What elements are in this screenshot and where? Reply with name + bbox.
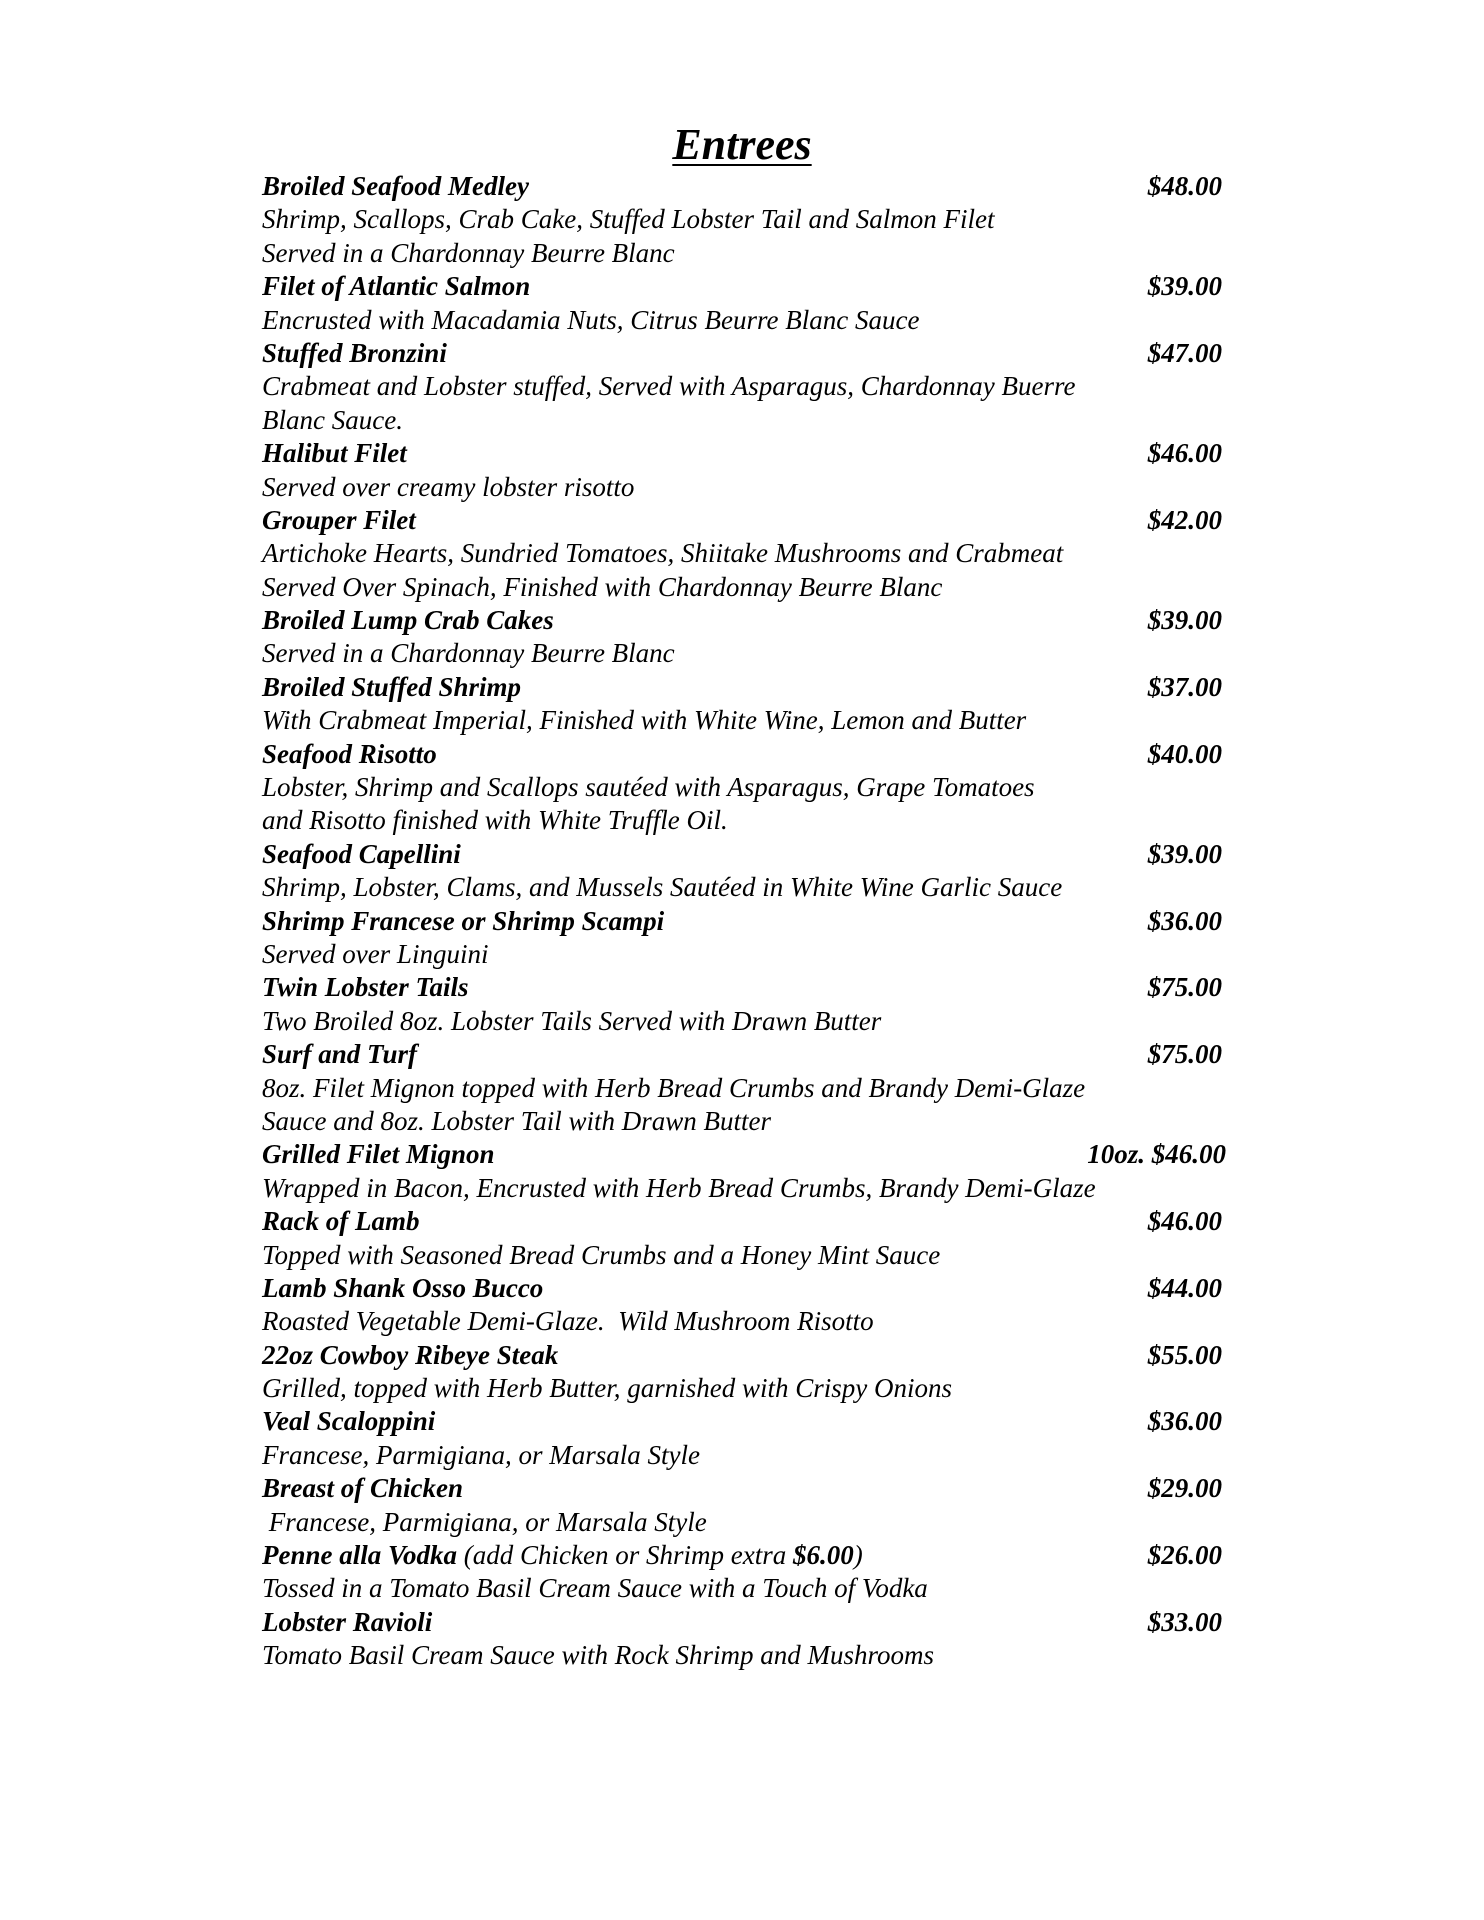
menu-item-header bbox=[262, 838, 1222, 871]
item-price: $46.00 bbox=[1147, 1206, 1222, 1237]
item-description: Served over Linguini bbox=[262, 938, 489, 969]
item-description: Topped with Seasoned Bread Crumbs and a Honey Mint Sauce bbox=[262, 1239, 941, 1270]
menu-item-header bbox=[262, 1606, 1222, 1639]
menu-item-header bbox=[262, 504, 1222, 537]
menu-item-header bbox=[262, 905, 1222, 938]
item-price: $40.00 bbox=[1147, 738, 1222, 769]
menu-item-header bbox=[262, 437, 1222, 470]
menu-item-header bbox=[262, 1539, 1222, 1572]
item-name: Penne alla Vodka bbox=[262, 1540, 458, 1571]
item-name: Lamb Shank Osso Bucco bbox=[262, 1272, 544, 1303]
item-price: $36.00 bbox=[1147, 1406, 1222, 1437]
item-price: $33.00 bbox=[1147, 1606, 1222, 1637]
item-description: Served Over Spinach, Finished with Chardonnay Beurre Blanc bbox=[262, 571, 943, 602]
item-description: Tossed in a Tomato Basil Cream Sauce with a Touch of Vodka bbox=[262, 1573, 928, 1604]
item-price: $48.00 bbox=[1147, 171, 1222, 201]
item-description: Francese, Parmigiana, or Marsala Style bbox=[262, 1439, 700, 1470]
item-note: (add Chicken or Shrimp extra bbox=[457, 1540, 793, 1571]
menu-item-header bbox=[262, 1339, 1222, 1372]
item-description: Encrusted with Macadamia Nuts, Citrus Beurre Blanc Sauce bbox=[262, 304, 920, 335]
entree-list bbox=[262, 170, 1226, 1673]
item-price: $36.00 bbox=[1147, 905, 1222, 936]
item-price: $47.00 bbox=[1147, 337, 1222, 368]
menu-item-header bbox=[262, 1272, 1222, 1305]
item-description: 8oz. Filet Mignon topped with Herb Bread Crumbs and Brandy Demi-Glaze bbox=[262, 1072, 1086, 1103]
item-description: Two Broiled 8oz. Lobster Tails Served with Drawn Butter bbox=[262, 1005, 882, 1036]
item-price: $42.00 bbox=[1147, 504, 1222, 535]
item-price: $29.00 bbox=[1147, 1473, 1222, 1504]
item-name: Stuffed Bronzini bbox=[262, 337, 447, 368]
menu-item-header bbox=[262, 971, 1222, 1004]
item-name: Broiled Lump Crab Cakes bbox=[262, 605, 554, 636]
item-price: $46.00 bbox=[1147, 438, 1222, 469]
item-name: Rack of Lamb bbox=[262, 1206, 420, 1237]
item-price: 10oz. $46.00 bbox=[1087, 1139, 1226, 1170]
item-name: Seafood Risotto bbox=[262, 738, 437, 769]
item-name: Grouper Filet bbox=[262, 504, 416, 535]
item-description: Sauce and 8oz. Lobster Tail with Drawn Butter bbox=[262, 1105, 772, 1136]
item-note-end: ) bbox=[853, 1540, 863, 1571]
menu-item-header bbox=[262, 1038, 1222, 1071]
item-price: $37.00 bbox=[1147, 671, 1222, 702]
item-description: Served in a Chardonnay Beurre Blanc bbox=[262, 638, 675, 669]
item-name: Broiled Stuffed Shrimp bbox=[262, 671, 522, 702]
item-description: Shrimp, Scallops, Crab Cake, Stuffed Lobster Tail and Salmon Filet bbox=[262, 204, 995, 235]
item-name: Filet of Atlantic Salmon bbox=[262, 271, 531, 302]
menu-item-header bbox=[262, 270, 1222, 303]
item-price: $26.00 bbox=[1147, 1540, 1222, 1571]
item-name: Breast of Chicken bbox=[262, 1473, 464, 1504]
item-name: 22oz Cowboy Ribeye Steak bbox=[262, 1339, 559, 1370]
item-name: Broiled Seafood Medley bbox=[262, 171, 529, 201]
item-name: Grilled Filet Mignon bbox=[262, 1139, 495, 1170]
item-price: $75.00 bbox=[1147, 1039, 1222, 1070]
menu-item-header bbox=[262, 170, 1222, 203]
item-price: $39.00 bbox=[1147, 271, 1222, 302]
item-description: Francese, Parmigiana, or Marsala Style bbox=[262, 1506, 707, 1537]
item-description: Served over creamy lobster risotto bbox=[262, 471, 635, 502]
item-name: Shrimp Francese or Shrimp Scampi bbox=[262, 905, 665, 936]
item-name-group bbox=[262, 1539, 863, 1572]
item-description: Wrapped in Bacon, Encrusted with Herb Bread Crumbs, Brandy Demi-Glaze bbox=[262, 1172, 1096, 1203]
menu-item-header bbox=[262, 1205, 1222, 1238]
item-description: Blanc Sauce. bbox=[262, 404, 403, 435]
item-name: Seafood Capellini bbox=[262, 838, 461, 869]
item-description: Shrimp, Lobster, Clams, and Mussels Sautéed in White Wine Garlic Sauce bbox=[262, 872, 1063, 903]
item-description: Served in a Chardonnay Beurre Blanc bbox=[262, 237, 675, 268]
page-title: Entrees bbox=[672, 120, 812, 169]
menu-item-header bbox=[262, 604, 1222, 637]
item-description: Grilled, topped with Herb Butter, garnished with Crispy Onions bbox=[262, 1373, 953, 1404]
item-description: Tomato Basil Cream Sauce with Rock Shrimp and Mushrooms bbox=[262, 1640, 934, 1671]
menu-item-header bbox=[262, 1472, 1222, 1505]
item-description: Artichoke Hearts, Sundried Tomatoes, Shiitake Mushrooms and Crabmeat bbox=[262, 538, 1064, 569]
item-description: and Risotto finished with White Truffle Oil. bbox=[262, 805, 728, 836]
item-name: Surf and Turf bbox=[262, 1039, 418, 1070]
menu-item-header bbox=[262, 671, 1222, 704]
menu-item-header bbox=[262, 1405, 1222, 1438]
item-price: $39.00 bbox=[1147, 605, 1222, 636]
menu-item-header bbox=[262, 1138, 1226, 1171]
item-description: Roasted Vegetable Demi-Glaze. Wild Mushroom Risotto bbox=[262, 1306, 874, 1337]
menu-item-header bbox=[262, 738, 1222, 771]
item-price: $55.00 bbox=[1147, 1339, 1222, 1370]
item-price: $39.00 bbox=[1147, 838, 1222, 869]
item-name: Lobster Ravioli bbox=[262, 1606, 433, 1637]
item-name: Veal Scaloppini bbox=[262, 1406, 436, 1437]
item-name: Twin Lobster Tails bbox=[262, 972, 469, 1003]
item-description: With Crabmeat Imperial, Finished with White Wine, Lemon and Butter bbox=[262, 705, 1027, 736]
menu-item-header bbox=[262, 337, 1222, 370]
item-price: $44.00 bbox=[1147, 1272, 1222, 1303]
item-description: Lobster, Shrimp and Scallops sautéed with Asparagus, Grape Tomatoes bbox=[262, 772, 1035, 803]
item-price: $75.00 bbox=[1147, 972, 1222, 1003]
item-description: Crabmeat and Lobster stuffed, Served with Asparagus, Chardonnay Buerre bbox=[262, 371, 1076, 402]
item-name: Halibut Filet bbox=[262, 438, 407, 469]
item-note-price: $6.00 bbox=[792, 1540, 854, 1571]
